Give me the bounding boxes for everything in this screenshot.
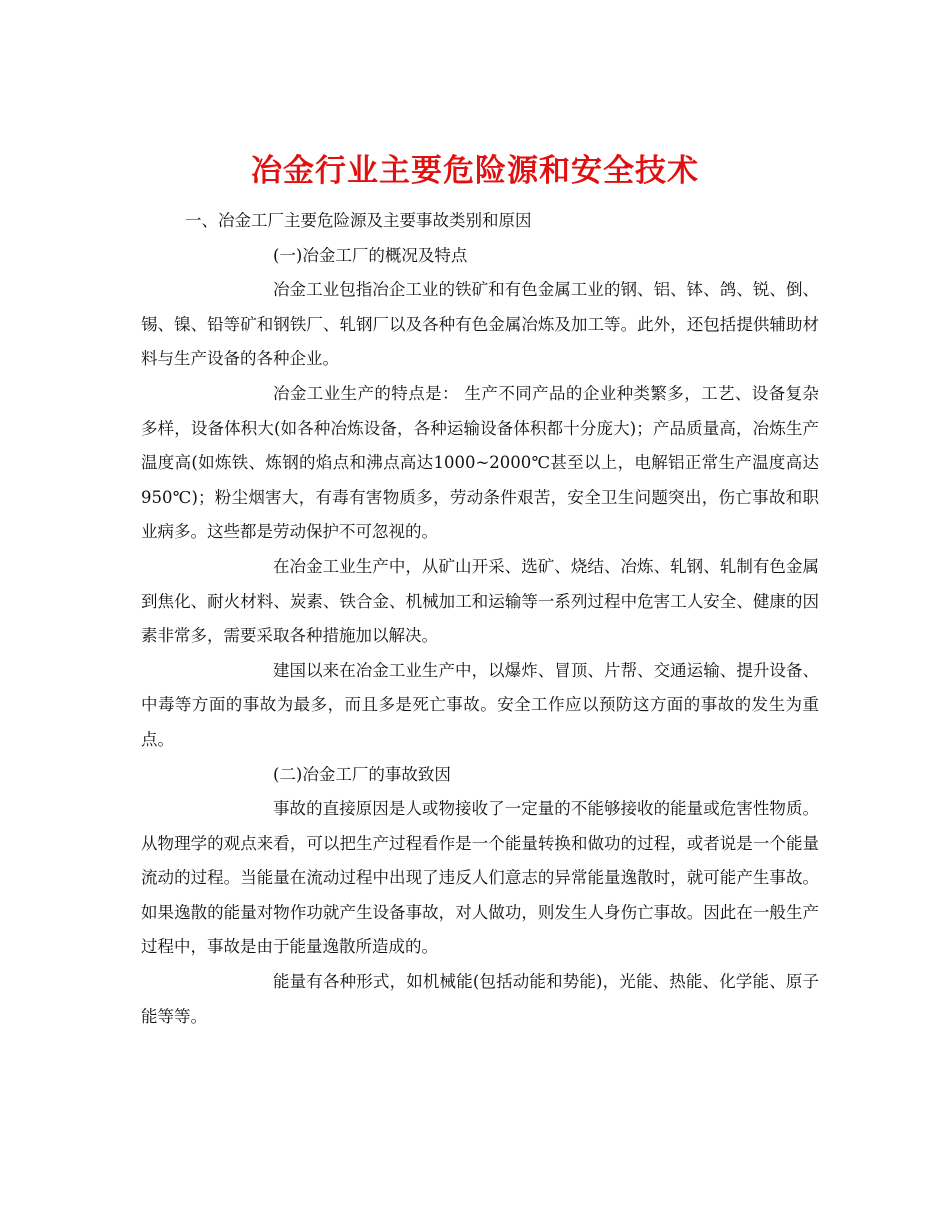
- document-title: 冶金行业主要危险源和安全技术: [251, 152, 699, 189]
- paragraph: 建国以来在冶金工业生产中，以爆炸、冒顶、片帮、交通运输、提升设备、中毒等方面的事故为最多，而且多是死亡事故。安全工作应以预防这方面的事故的发生为重点。: [141, 660, 819, 749]
- paragraph: 能量有各种形式，如机械能(包括动能和势能)，光能、热能、化学能、原子能等等。: [141, 972, 819, 1026]
- subsection-heading: (一)冶金工厂的概况及特点: [273, 245, 468, 265]
- paragraph: 冶金工业生产的特点是： 生产不同产品的企业种类繁多，工艺、设备复杂多样，设备体积大(如各种冶炼设备，各种运输设备体积都十分庞大)；产品质量高，冶炼生产温度高(如炼铁、炼钢的焰点和沸点高达1000~2000℃甚至以上，电解铝正常生产温度高达950℃)；粉尘烟害大，有毒有害物质多，劳动条件艰苦，安全卫生问题突出，伤亡事故和职业病多。这些都是劳动保护不可忽视的。: [141, 383, 819, 542]
- section-heading: 一、冶金工厂主要危险源及主要事故类别和原因: [185, 211, 532, 230]
- subsection-heading: (二)冶金工厂的事故致因: [273, 764, 451, 784]
- paragraph: 在冶金工业生产中，从矿山开采、选矿、烧结、冶炼、轧钢、轧制有色金属到焦化、耐火材料、炭素、铁合金、机械加工和运输等一系列过程中危害工人安全、健康的因素非常多，需要采取各种措施加以解决。: [141, 556, 819, 646]
- paragraph: 冶金工业包指冶企工业的铁矿和有色金属工业的钢、铝、钵、鸽、锐、倒、锡、镍、铅等矿和钢铁厂、轧钢厂以及各种有色金属冶炼及加工等。此外，还包括提供辅助材料与生产设备的各种企业。: [141, 280, 819, 369]
- paragraph: 事故的直接原因是人或物接收了一定量的不能够接收的能量或危害性物质。从物理学的观点来看，可以把生产过程看作是一个能量转换和做功的过程，或者说是一个能量流动的过程。当能量在流动过程中出现了违反人们意志的异常能量逸散时，就可能产生事故。如果逸散的能量对物作功就产生设备事故，对人做功，则发生人身伤亡事故。因此在一般生产过程中，事故是由于能量逸散所造成的。: [141, 799, 819, 957]
- document-body: [141, 204, 819, 1034]
